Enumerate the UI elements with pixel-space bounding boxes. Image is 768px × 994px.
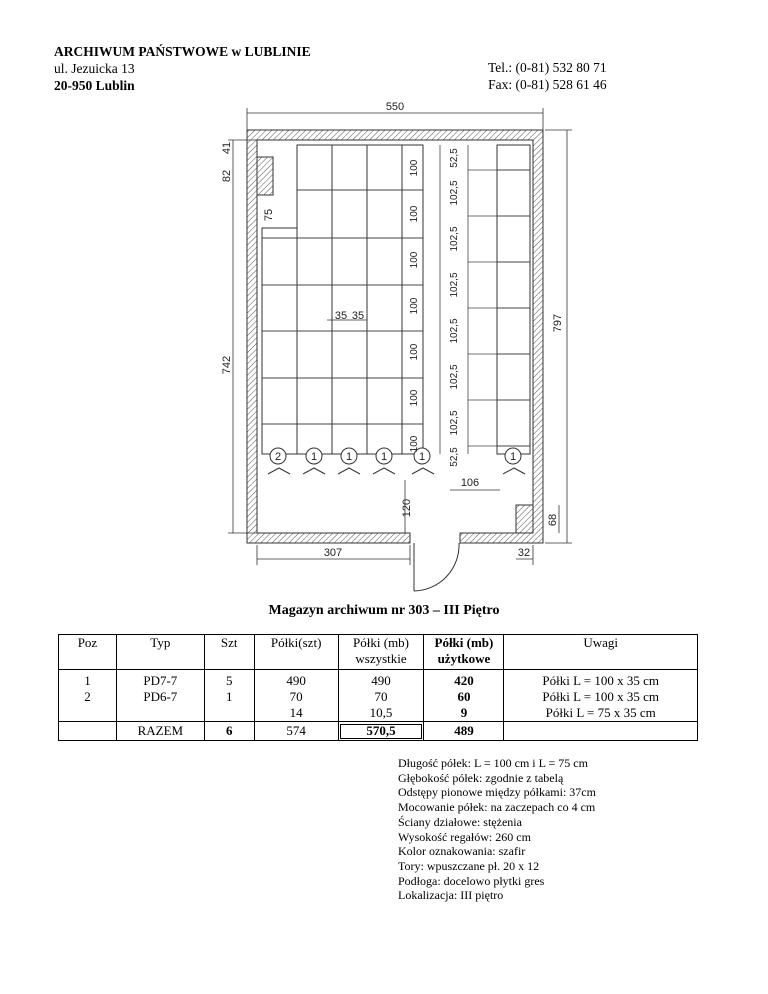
org-name: ARCHIWUM PAŃSTWOWE w LUBLINIE — [54, 44, 311, 59]
dim-100: 100 — [409, 389, 420, 407]
telephone: Tel.: (0-81) 532 80 71 — [488, 60, 607, 75]
postal-city: 20-950 Lublin — [54, 78, 135, 93]
dim-100: 100 — [409, 205, 420, 223]
note-line: Głębokość półek: zgodnie z tabelą — [398, 770, 564, 785]
table-row — [59, 689, 698, 705]
cell-mb: 70 — [338, 689, 424, 705]
dim-106: 106 — [460, 477, 480, 489]
dim-35-a: 35 — [334, 310, 348, 322]
cell-polki: 14 — [254, 705, 338, 722]
table-row — [59, 670, 698, 690]
note-line: Podłoga: docelowo płytki gres — [398, 873, 545, 888]
note-line: Długość półek: L = 100 cm i L = 75 cm — [398, 756, 588, 770]
rack-label: 1 — [380, 451, 388, 463]
col-polki-uzytkowe: Półki (mb) użytkowe — [424, 635, 504, 670]
cell-typ: PD6-7 — [116, 689, 204, 705]
cell-szt: 5 — [204, 670, 254, 690]
dim-100: 100 — [409, 251, 420, 269]
cell-uwagi: Półki L = 75 x 35 cm — [504, 705, 698, 722]
dim-102-5: 102,5 — [449, 180, 460, 206]
rack-label: 1 — [418, 451, 426, 463]
dim-100: 100 — [409, 297, 420, 315]
dim-102-5: 102,5 — [449, 364, 460, 390]
dim-52-5: 52,5 — [449, 447, 460, 467]
total-label: RAZEM — [116, 722, 204, 741]
specification-notes — [398, 756, 596, 903]
dim-height-inner: 742 — [221, 355, 233, 375]
dim-120: 120 — [401, 498, 413, 518]
col-polki-szt: Półki(szt) — [254, 635, 338, 670]
col-polki-mb: Półki (mb) wszystkie — [338, 635, 424, 670]
note-line: Mocowanie półek: na zaczepach co 4 cm — [398, 800, 596, 815]
cell-uwagi — [504, 722, 698, 741]
dim-height-outer: 797 — [552, 313, 564, 333]
cell-poz: 2 — [59, 689, 117, 705]
dim-100: 100 — [409, 159, 420, 177]
fax: Fax: (0-81) 528 61 46 — [488, 77, 607, 92]
rack-label: 1 — [310, 451, 318, 463]
street: ul. Jezuicka 13 — [54, 61, 135, 76]
dim-102-5: 102,5 — [449, 226, 460, 252]
cell-typ — [116, 705, 204, 722]
cell-typ: PD7-7 — [116, 670, 204, 690]
pillar-top-left — [257, 157, 273, 195]
note-line: Wysokość regałów: 260 cm — [398, 829, 531, 844]
cell-mb: 10,5 — [338, 705, 424, 722]
dim-32: 32 — [517, 547, 531, 559]
dim-307: 307 — [323, 547, 343, 559]
note-line: Tory: wpuszczane pł. 20 x 12 — [398, 858, 540, 873]
cell-szt — [204, 705, 254, 722]
cell-uwagi: Półki L = 100 x 35 cm — [504, 689, 698, 705]
total-uz: 489 — [424, 722, 504, 741]
cell-mb: 490 — [338, 670, 424, 690]
table-total-row — [59, 722, 698, 741]
cell-polki: 490 — [254, 670, 338, 690]
walls — [247, 130, 543, 543]
total-mb: 570,5 — [338, 722, 424, 741]
col-poz: Poz — [59, 635, 117, 670]
dim-width: 550 — [385, 101, 405, 113]
dim-100: 100 — [409, 435, 420, 453]
cell-poz — [59, 722, 117, 741]
dim-102-5: 102,5 — [449, 410, 460, 436]
dim-52-5: 52,5 — [449, 148, 460, 168]
door — [414, 543, 459, 591]
plan-caption: Magazyn archiwum nr 303 – III Piętro — [268, 603, 500, 618]
shelving-table — [58, 634, 698, 741]
table-header-row — [59, 635, 698, 670]
note-line: Ściany działowe: stężenia — [398, 814, 522, 829]
total-szt: 6 — [204, 722, 254, 741]
dim-35-b: 35 — [351, 310, 365, 322]
cell-poz: 1 — [59, 670, 117, 690]
dim-75: 75 — [263, 208, 275, 222]
dim-102-5: 102,5 — [449, 318, 460, 344]
col-uwagi: Uwagi — [504, 635, 698, 670]
col-szt: Szt — [204, 635, 254, 670]
dim-102-5: 102,5 — [449, 272, 460, 298]
cell-polki: 70 — [254, 689, 338, 705]
cell-uz: 9 — [424, 705, 504, 722]
col-typ: Typ — [116, 635, 204, 670]
cell-uz: 420 — [424, 670, 504, 690]
note-line: Odstępy pionowe między półkami: 37cm — [398, 785, 596, 800]
table-row — [59, 705, 698, 722]
cell-szt: 1 — [204, 689, 254, 705]
cell-uwagi: Półki L = 100 x 35 cm — [504, 670, 698, 690]
total-polki: 574 — [254, 722, 338, 741]
note-line: Kolor oznakowania: szafir — [398, 844, 526, 859]
dim-68: 68 — [547, 513, 559, 527]
dim-100: 100 — [409, 343, 420, 361]
rack-label: 1 — [345, 451, 353, 463]
pillar-bottom-right — [516, 505, 533, 533]
dim-82: 82 — [221, 169, 233, 183]
dim-41: 41 — [221, 141, 233, 155]
racks — [262, 145, 530, 474]
cell-uz: 60 — [424, 689, 504, 705]
rack-label: 1 — [509, 451, 517, 463]
note-line: Lokalizacja: III piętro — [398, 888, 504, 903]
dimensions — [228, 108, 572, 565]
rack-label: 2 — [274, 451, 282, 463]
cell-poz — [59, 705, 117, 722]
rack-labels — [270, 448, 521, 464]
